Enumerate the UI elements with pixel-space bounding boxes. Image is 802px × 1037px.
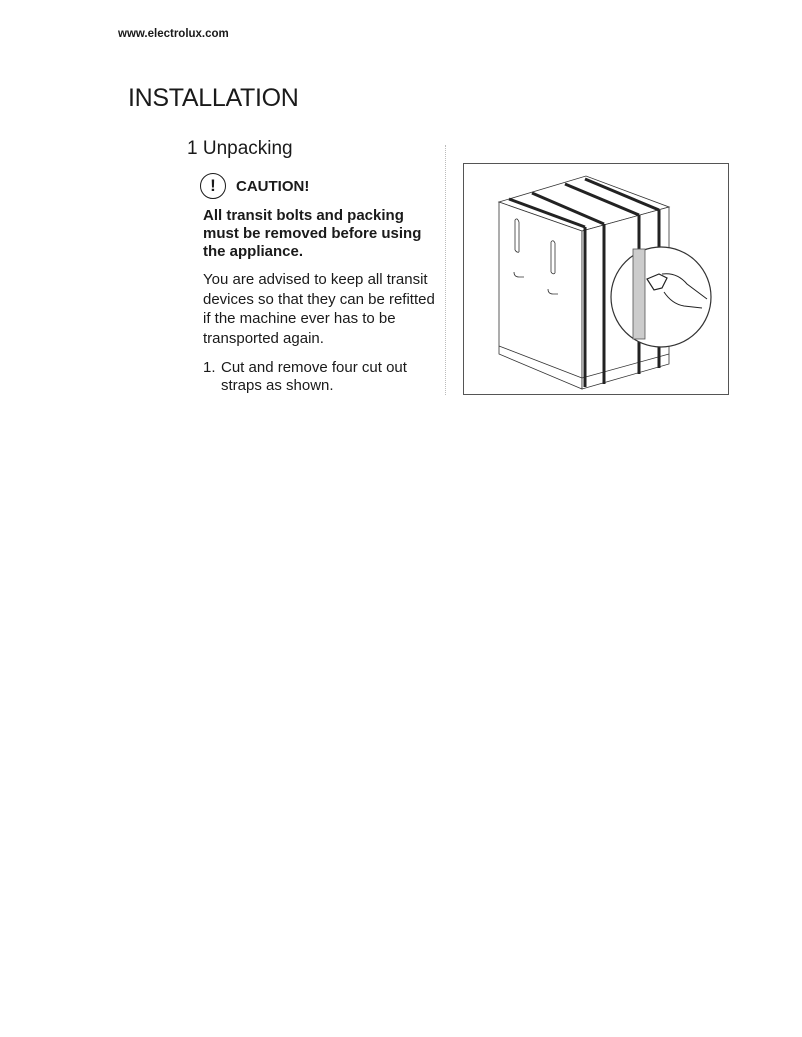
- section-title: INSTALLATION: [128, 84, 299, 112]
- website-url[interactable]: www.electrolux.com: [118, 28, 229, 40]
- caution-heading: [200, 173, 309, 199]
- unpacking-illustration: [463, 163, 729, 395]
- subsection-title: 1 Unpacking: [187, 138, 293, 159]
- step-number: 1.: [203, 359, 216, 376]
- advice-text: You are advised to keep all transit devices so that they can be refitted if the machine ever has to be transported again.: [203, 271, 435, 347]
- exclamation-circle-icon: !: [200, 173, 226, 199]
- step-text: Cut and remove four cut out straps as shown.: [221, 359, 407, 394]
- caution-label: CAUTION!: [236, 177, 310, 195]
- caution-text: All transit bolts and packing must be removed before using the appliance.: [203, 207, 422, 260]
- detail-circle: [611, 247, 711, 347]
- step-item: [203, 359, 443, 395]
- column-divider: [445, 145, 446, 395]
